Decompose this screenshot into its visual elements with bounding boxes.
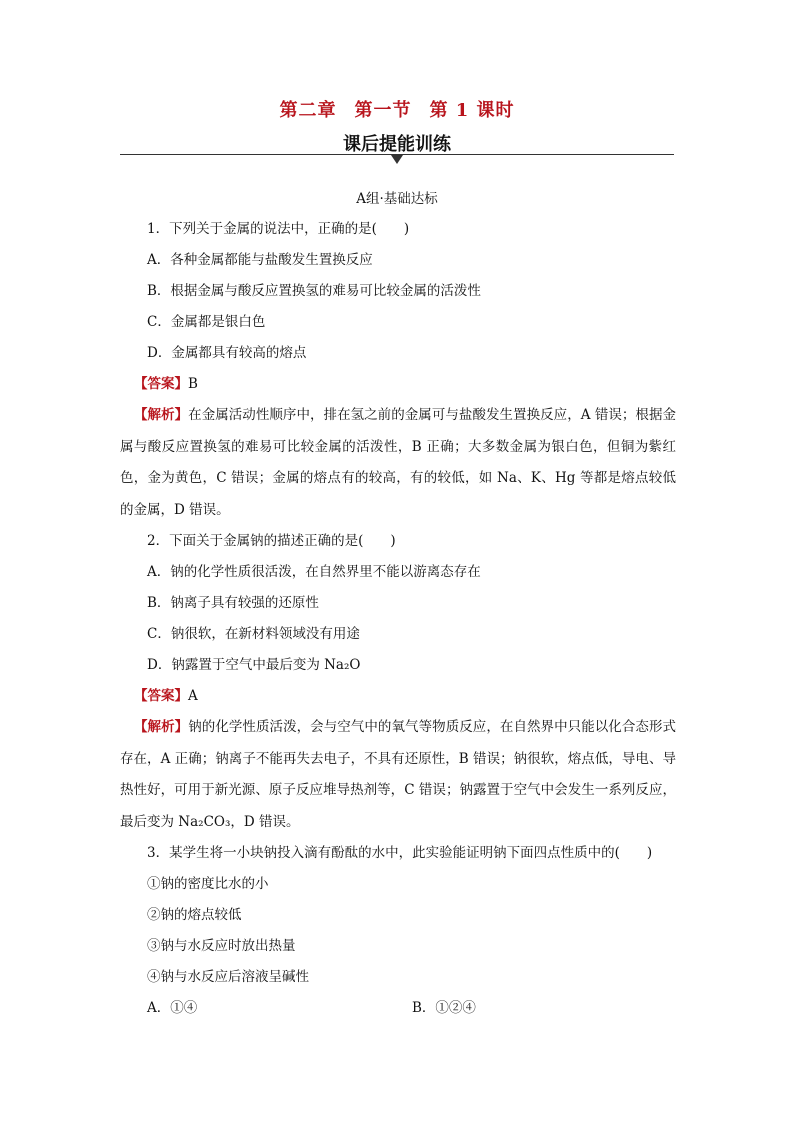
analysis-label: 【解析】 bbox=[134, 407, 189, 423]
question-1-option-c: C．金属都是银白色 bbox=[147, 314, 266, 330]
question-3-options bbox=[120, 993, 676, 1024]
group-heading: A组·基础达标 bbox=[356, 191, 438, 207]
question-3-option-a: A．①④ bbox=[147, 1000, 198, 1016]
divider-arrow-icon bbox=[391, 155, 403, 164]
question-3-item-3: ③钠与水反应时放出热量 bbox=[147, 938, 296, 954]
question-2-answer bbox=[120, 681, 676, 712]
analysis-label: 【解析】 bbox=[134, 719, 189, 735]
answer-label: 【答案】 bbox=[134, 376, 188, 392]
lesson-label: 第 1 课时 bbox=[429, 100, 515, 121]
question-3-item-1: ①钠的密度比水的小 bbox=[147, 876, 269, 892]
question-2-analysis bbox=[120, 712, 676, 838]
question-2-option-b: B．钠离子具有较强的还原性 bbox=[147, 595, 319, 611]
lesson-title bbox=[0, 96, 794, 122]
chapter-label: 第二章 bbox=[279, 100, 337, 121]
questions-body bbox=[120, 214, 676, 1024]
question-1-option-b: B．根据金属与酸反应置换氢的难易可比较金属的活泼性 bbox=[147, 283, 481, 299]
question-1-answer bbox=[120, 369, 676, 400]
question-3-stem: 3．某学生将一小块钠投入滴有酚酞的水中，此实验能证明钠下面四点性质中的( ) bbox=[147, 845, 653, 861]
question-2-stem: 2．下面关于金属钠的描述正确的是( ) bbox=[147, 533, 396, 549]
question-2-option-c: C．钠很软，在新材料领域没有用途 bbox=[147, 626, 360, 642]
exercise-subtitle: 课后提能训练 bbox=[343, 134, 451, 155]
question-1-analysis bbox=[120, 400, 676, 526]
analysis-text: 钠的化学性质活泼，会与空气中的氧气等物质反应，在自然界中只能以化合态形式存在，A 正确；钠离子不能再失去电子，不具有还原性，B 错误；钠很软，熔点低，导电、导热性好，可用于新光源、原子反应堆导热剂等，C 错误；钠露置于空气中会发生一系列反应，最后变为 Na₂CO₃，D 错误。 bbox=[120, 719, 677, 830]
question-3-item-4: ④钠与水反应后溶液呈碱性 bbox=[147, 969, 309, 985]
question-2-option-d: D．钠露置于空气中最后变为 Na₂O bbox=[147, 657, 361, 673]
answer-value: B bbox=[188, 376, 198, 392]
section-label: 第一节 bbox=[354, 100, 412, 121]
question-1-option-a: A．各种金属都能与盐酸发生置换反应 bbox=[147, 252, 373, 268]
analysis-text: 在金属活动性顺序中，排在氢之前的金属可与盐酸发生置换反应，A 错误；根据金属与酸反应置换氢的难易可比较金属的活泼性，B 正确；大多数金属为银白色，但铜为紫红色，金为黄色，C 错误；金属的熔点有的较高，有的较低，如 Na、K、Hg 等都是熔点较低的金属，D 错误。 bbox=[120, 407, 676, 518]
question-3-option-b: B．①②④ bbox=[412, 1000, 476, 1016]
question-2-option-a: A．钠的化学性质很活泼，在自然界里不能以游离态存在 bbox=[147, 564, 481, 580]
question-3-item-2: ②钠的熔点较低 bbox=[147, 907, 242, 923]
question-1-option-d: D．金属都具有较高的熔点 bbox=[147, 345, 307, 361]
question-1-stem: 1．下列关于金属的说法中，正确的是( ) bbox=[147, 221, 410, 237]
answer-value: A bbox=[188, 688, 198, 704]
answer-label: 【答案】 bbox=[134, 688, 188, 704]
